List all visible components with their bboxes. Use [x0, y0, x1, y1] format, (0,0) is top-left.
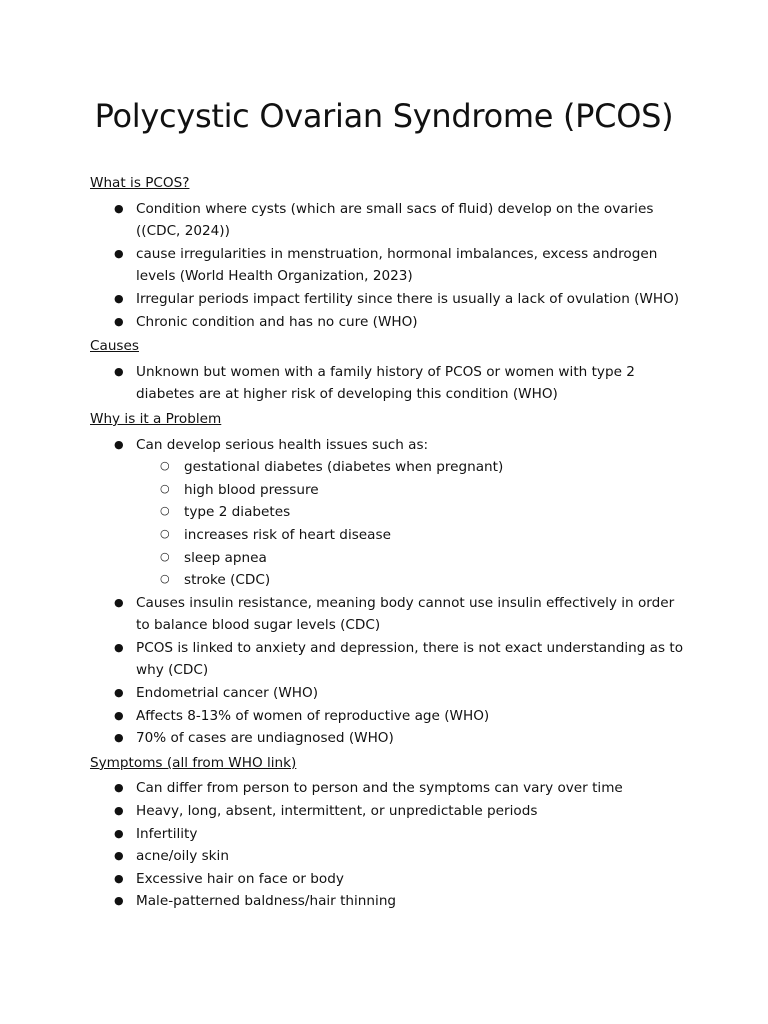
hollow-bullet-icon: ○	[160, 526, 170, 540]
list-item: ● Affects 8-13% of women of reproductive age (WHO)	[136, 705, 690, 728]
bullet-list	[90, 361, 690, 406]
section-heading-symptoms: Symptoms (all from WHO link)	[90, 754, 297, 771]
sub-bullet-list	[136, 456, 690, 592]
list-item: ● Heavy, long, absent, intermittent, or unpredictable periods	[136, 800, 690, 823]
list-item: ● cause irregularities in menstruation, hormonal imbalances, excess androgen levels (World Health Organization, 2023)	[136, 243, 690, 288]
list-item: ● acne/oily skin	[136, 845, 690, 868]
section-heading-causes: Causes	[90, 338, 139, 355]
bullet-icon: ●	[114, 686, 124, 700]
hollow-bullet-icon: ○	[160, 481, 170, 495]
bullet-icon: ●	[114, 595, 124, 609]
hollow-bullet-icon: ○	[160, 504, 170, 518]
list-item: ● 70% of cases are undiagnosed (WHO)	[136, 727, 690, 750]
bullet-icon: ●	[114, 804, 124, 818]
bullet-icon: ●	[114, 826, 124, 840]
bullet-list	[90, 434, 690, 750]
sub-list-item: ○ gestational diabetes (diabetes when pregnant)	[184, 456, 690, 479]
bullet-icon: ●	[114, 364, 124, 378]
document-body	[90, 172, 690, 915]
bullet-icon: ●	[114, 871, 124, 885]
list-item: ● Chronic condition and has no cure (WHO)	[136, 311, 690, 334]
list-item: ● Endometrial cancer (WHO)	[136, 682, 690, 705]
bullet-icon: ●	[114, 314, 124, 328]
bullet-icon: ●	[114, 246, 124, 260]
sub-list-item: ○ stroke (CDC)	[184, 569, 690, 592]
bullet-icon: ●	[114, 849, 124, 863]
list-item: ● Male-patterned baldness/hair thinning	[136, 890, 690, 913]
bullet-icon: ●	[114, 731, 124, 745]
list-item: ● Excessive hair on face or body	[136, 868, 690, 891]
list-item: ● PCOS is linked to anxiety and depression, there is not exact understanding as to why (CDC)	[136, 637, 690, 682]
hollow-bullet-icon: ○	[160, 459, 170, 473]
bullet-icon: ●	[114, 894, 124, 908]
bullet-icon: ●	[114, 201, 124, 215]
list-item: ● Unknown but women with a family history of PCOS or women with type 2 diabetes are at higher risk of developing this condition (WHO)	[136, 361, 690, 406]
list-item: ● Can differ from person to person and the symptoms can vary over time	[136, 777, 690, 800]
bullet-icon: ●	[114, 437, 124, 451]
sub-list-item: ○ sleep apnea	[184, 547, 690, 570]
bullet-icon: ●	[114, 640, 124, 654]
list-item: ● Infertility	[136, 823, 690, 846]
sub-list-item: ○ increases risk of heart disease	[184, 524, 690, 547]
sub-list-item: ○ type 2 diabetes	[184, 501, 690, 524]
document-title: Polycystic Ovarian Syndrome (PCOS)	[94, 97, 674, 135]
list-item: ● Causes insulin resistance, meaning body cannot use insulin effectively in order to balance blood sugar levels (CDC)	[136, 592, 690, 637]
bullet-list	[90, 777, 690, 913]
section-heading-what-is-pcos: What is PCOS?	[90, 175, 190, 191]
list-item: ● Condition where cysts (which are small sacs of fluid) develop on the ovaries ((CDC, 2024))	[136, 198, 690, 243]
section-heading-why-problem: Why is it a Problem	[90, 410, 222, 427]
bullet-icon: ●	[114, 291, 124, 305]
hollow-bullet-icon: ○	[160, 572, 170, 586]
sub-list-item: ○ high blood pressure	[184, 479, 690, 502]
hollow-bullet-icon: ○	[160, 549, 170, 563]
list-item: ● Irregular periods impact fertility since there is usually a lack of ovulation (WHO)	[136, 288, 690, 311]
bullet-icon: ●	[114, 708, 124, 722]
list-item: ● Can develop serious health issues such as: ○ gestational diabetes (diabetes when pregnant) ○ high blood pressure ○ type 2 diabetes ○ increases risk of heart disease ○ sleep apnea ○ stroke (CDC)	[136, 434, 690, 592]
bullet-icon: ●	[114, 781, 124, 795]
bullet-list	[90, 198, 690, 334]
